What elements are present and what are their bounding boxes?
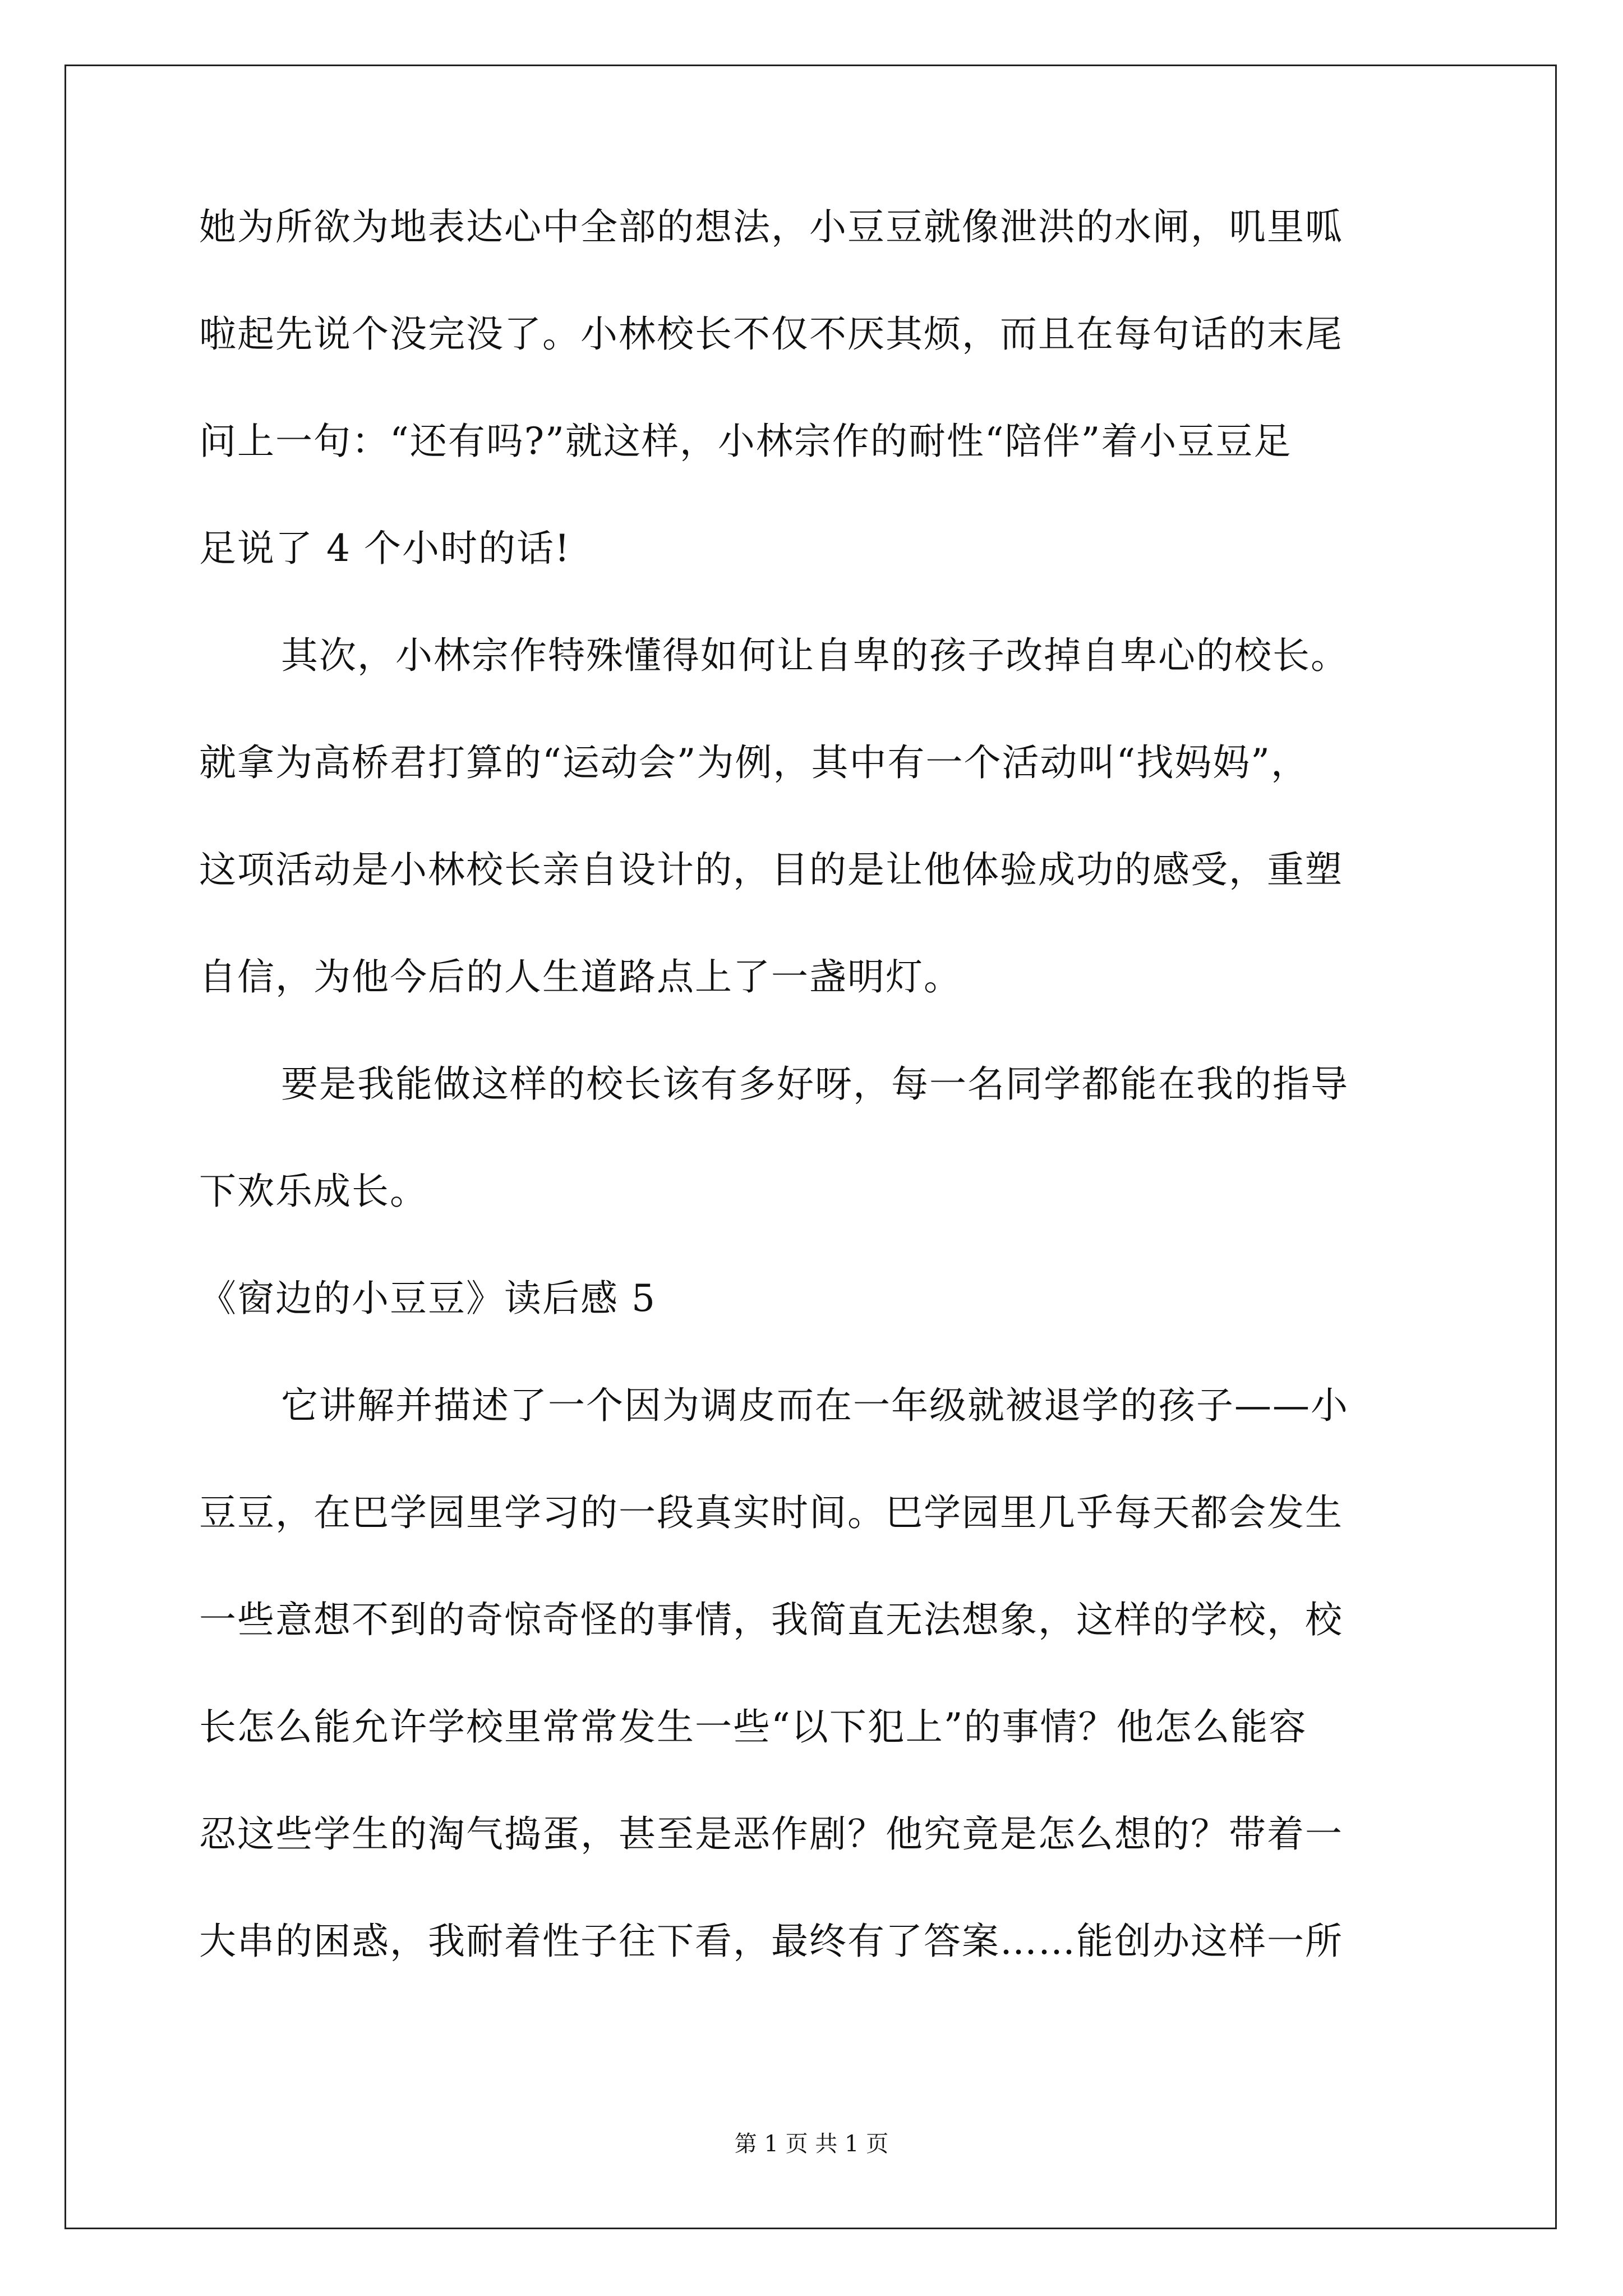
text-line: 就拿为高桥君打算的“运动会”为例，其中有一个活动叫“找妈妈”， bbox=[199, 741, 1309, 784]
text-line: 问上一句：“还有吗?”就这样，小林宗作的耐性“陪伴”着小豆豆足 bbox=[199, 420, 1292, 463]
text-line: 忍这些学生的淘气捣蛋，甚至是恶作剧？他究竟是怎么想的？带着一 bbox=[199, 1812, 1343, 1856]
page-number: 第 1 页 共 1 页 bbox=[734, 2131, 889, 2157]
text-line: 足说了 4 个小时的话! bbox=[199, 527, 571, 570]
text-line: 啦起先说个没完没了。小林校长不仅不厌其烦，而且在每句话的末尾 bbox=[199, 312, 1343, 356]
text-line: 长怎么能允许学校里常常发生一些“以下犯上”的事情？他怎么能容 bbox=[199, 1705, 1307, 1749]
text-line: 大串的困惑，我耐着性子往下看，最终有了答案……能创办这样一所 bbox=[199, 1920, 1343, 1963]
section-heading: 《窗边的小豆豆》读后感 5 bbox=[199, 1277, 656, 1320]
text-line: 它讲解并描述了一个因为调皮而在一年级就被退学的孩子——小 bbox=[281, 1384, 1349, 1427]
text-line: 豆豆，在巴学园里学习的一段真实时间。巴学园里几乎每天都会发生 bbox=[199, 1491, 1343, 1534]
text-line: 自信，为他今后的人生道路点上了一盏明灯。 bbox=[199, 955, 962, 999]
text-line: 要是我能做这样的校长该有多好呀，每一名同学都能在我的指导 bbox=[281, 1062, 1349, 1106]
text-line: 其次，小林宗作特殊懂得如何让自卑的孩子改掉自卑心的校长。 bbox=[281, 634, 1349, 677]
text-line: 她为所欲为地表达心中全部的想法，小豆豆就像泄洪的水闸，叽里呱 bbox=[199, 205, 1343, 249]
text-line: 下欢乐成长。 bbox=[199, 1170, 428, 1213]
page-border bbox=[64, 65, 1557, 2229]
text-line: 这项活动是小林校长亲自设计的，目的是让他体验成功的感受，重塑 bbox=[199, 848, 1343, 891]
text-line: 一些意想不到的奇惊奇怪的事情，我简直无法想象，这样的学校，校 bbox=[199, 1598, 1343, 1641]
